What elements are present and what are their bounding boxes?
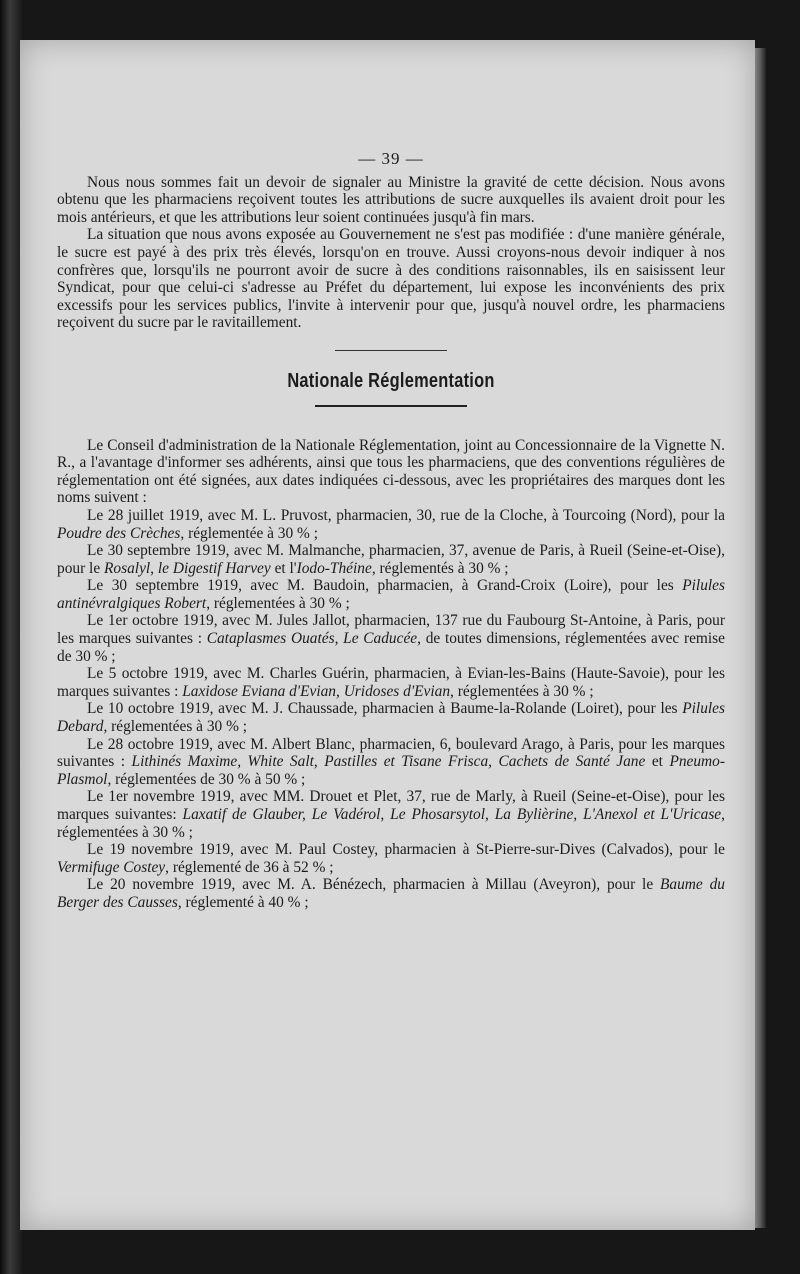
regulation-entry: [57, 841, 725, 876]
regulation-entry: [57, 736, 725, 789]
brand-name: Cataplasmes Ouatés, Le Caducée: [206, 630, 418, 648]
entry-text: et: [645, 753, 670, 771]
brand-name: Vermifuge Costey: [57, 858, 166, 876]
page-number: — 39 —: [358, 149, 424, 168]
entry-text: , réglementées à 30 % ;: [57, 806, 725, 841]
entry-text: Le 5 octobre 1919, avec M. Charles Guérin, pharmacien, à Evian-les-Bains (Haute-Savoie), pour les marques suivantes :: [57, 665, 725, 700]
book-binding: [0, 0, 22, 1274]
brand-name: Pilules antinévralgiques Robert: [57, 577, 725, 612]
section-title-underline: [315, 405, 467, 407]
brand-name: Pneumo-Plasmol: [57, 753, 725, 788]
page-content: [57, 150, 725, 912]
regulation-entry: [57, 612, 725, 665]
entry-text: Le 19 novembre 1919, avec M. Paul Costey, pharmacien à St-Pierre-sur-Dives (Calvados), pour le: [87, 841, 725, 859]
entry-text: , réglementées à 30 % ;: [103, 718, 248, 736]
entry-text: Le 20 novembre 1919, avec M. A. Bénézech, pharmacien à Millau (Aveyron), pour le: [87, 876, 661, 894]
entry-text: , réglementé à 40 % ;: [177, 893, 309, 911]
entry-text: , réglementées à 30 % ;: [206, 594, 350, 612]
section-title: Nationale Réglementation: [287, 369, 495, 392]
entry-text: Le 28 octobre 1919, avec M. Albert Blanc, pharmacien, 6, boulevard Arago, à Paris, pour les marques suivantes :: [57, 735, 725, 771]
regulation-entry: [57, 876, 725, 911]
brand-name: Rosalyl, le Digestif Harvey: [104, 559, 271, 577]
entry-text: Le 30 septembre 1919, avec M. Malmanche, pharmacien, 37, avenue de Paris, à Rueil (Seine-et-Oise), pour le: [57, 542, 725, 577]
entry-text: , réglementés à 30 % ;: [371, 559, 509, 577]
brand-name: Poudre des Crèches: [57, 524, 181, 542]
regulation-entry: [57, 507, 725, 542]
intro-paragraph-1: Nous nous sommes fait un devoir de signaler au Ministre la gravité de cette décision. Nous avons obtenu que les pharmaciens reçoivent toutes les attributions de sucre auxquelles ils avaient droit pour les mois antérieurs, et que les attributions leur soient continuées jusqu'à fin mars.: [57, 173, 725, 226]
entry-text: Le 1er novembre 1919, avec MM. Drouet et Plet, 37, rue de Marly, à Rueil (Seine-et-Oise), pour les marques suivantes:: [57, 788, 725, 823]
regulation-entry: [57, 665, 725, 700]
entry-text: Le 28 juillet 1919, avec M. L. Pruvost, pharmacien, 30, rue de la Cloche, à Tourcoing (Nord), pour la: [87, 506, 725, 524]
entry-text: Le 10 octobre 1919, avec M. J. Chaussade, pharmacien à Baume-la-Rolande (Loiret), pour les: [87, 700, 683, 718]
regulation-entry: [57, 542, 725, 577]
regulation-entries: [57, 507, 725, 912]
brand-name: Baume du Berger des Causses: [57, 876, 725, 911]
entry-text: , de toutes dimensions, réglementées avec remise de 30 % ;: [57, 630, 725, 665]
entry-text: , réglementées à 30 % ;: [450, 682, 594, 700]
brand-name: Laxatif de Glauber, Le Vadérol, Le Phosarsytol, La Bylièrine, L'Anexol et L'Uricase: [182, 806, 722, 823]
section-intro: Le Conseil d'administration de la Nationale Réglementation, joint au Concessionnaire de la Vignette N. R., a l'avantage d'informer ses adhérents, ainsi que tous les pharmaciens, que des conventions régulières de réglementation ont été signées, aux dates indiquées ci-dessous, avec les propriétaires des marques dont les noms suivent :: [57, 436, 725, 507]
entry-text: , réglementée à 30 % ;: [180, 524, 318, 542]
entry-text: et l': [270, 559, 297, 577]
brand-name: Lithinés Maxime, White Salt, Pastilles et Tisane Frisca, Cachets de Santé Jane: [131, 753, 646, 771]
entry-text: , réglementé de 36 à 52 % ;: [165, 858, 334, 876]
regulation-entry: [57, 788, 725, 841]
regulation-entry: [57, 577, 725, 612]
regulation-entry: [57, 700, 725, 735]
entry-text: Le 1er octobre 1919, avec M. Jules Jallot, pharmacien, 137 rue du Faubourg St-Antoine, à Paris, pour les marques suivantes :: [57, 612, 725, 648]
brand-name: Pilules Debard: [57, 700, 725, 736]
entry-text: , réglementées de 30 % à 50 % ;: [107, 770, 306, 788]
brand-name: Iodo-Théine: [296, 559, 372, 577]
brand-name: Laxidose Eviana d'Evian, Uridoses d'Evian: [182, 682, 451, 700]
document-page: [20, 40, 755, 1230]
intro-paragraph-2: La situation que nous avons exposée au Gouvernement ne s'est pas modifiée : d'une manière générale, le sucre est payé à des prix très élevés, lorsqu'on en trouve. Aussi croyons-nous devoir indiquer à nos confrères que, lorsqu'ils ne pourront avoir de sucre à des conditions raisonnables, ils en saisissent leur Syndicat, pour que celui-ci s'adresse au Préfet du département, lui expose les inconvénients des prix excessifs pour les services publics, l'invite à intervenir pour que, jusqu'à nouvel ordre, les pharmaciens reçoivent du sucre par le ravitaillement.: [57, 226, 725, 332]
entry-text: Le 30 septembre 1919, avec M. Baudoin, pharmacien, à Grand-Croix (Loire), pour les: [87, 577, 683, 595]
section-divider: [335, 350, 447, 351]
